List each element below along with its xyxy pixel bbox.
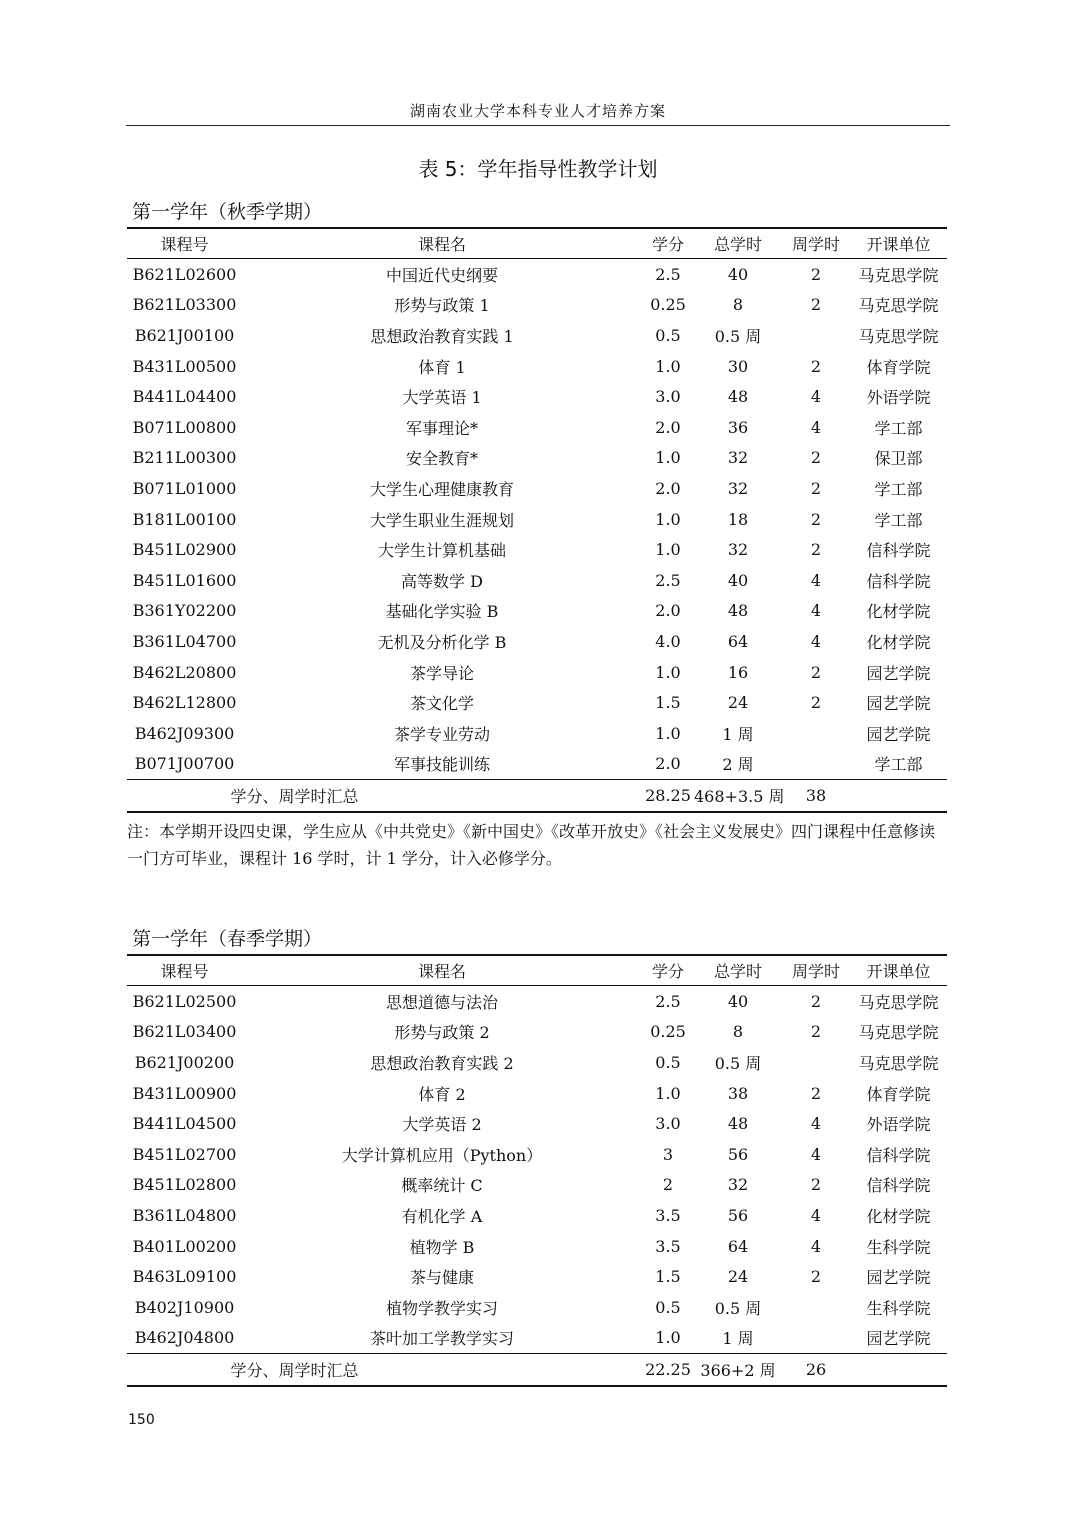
course-name: 思想道德与法治 [385,992,498,1012]
department: 信科学院 [866,571,931,591]
total-hours: 32 [727,448,749,468]
course-name: 形势与政策 1 [394,296,490,316]
course-code: B181L00100 [132,509,237,529]
col-header-dept: 开课单位 [850,228,947,259]
course-code: B621L03400 [132,1022,237,1042]
course-name: 大学生心理健康教育 [369,479,514,499]
semester-title-autumn: 第一学年（秋季学期） [132,201,323,223]
table-row [127,1200,947,1231]
course-name: 茶文化学 [409,694,474,714]
department: 生科学院 [866,1237,931,1257]
course-code: B361L04700 [132,631,237,651]
semester-title-spring: 第一学年（春季学期） [132,928,323,950]
course-code: B462L20800 [132,662,237,682]
department: 体育学院 [866,357,931,377]
credit: 2.0 [655,417,681,437]
credit: 2.5 [655,570,681,590]
course-name: 大学计算机应用（Python） [341,1145,543,1165]
course-name: 大学生职业生涯规划 [369,510,514,530]
weekly-hours [782,1047,850,1078]
course-code: B462J09300 [134,723,235,743]
department: 马克思学院 [858,265,939,285]
total-hours: 48 [727,1114,749,1134]
department: 外语学院 [866,1115,931,1135]
credit: 2.0 [655,601,681,621]
department: 学工部 [874,510,923,530]
department: 信科学院 [866,541,931,561]
course-name: 军事理论* [405,418,478,438]
col-header-credit: 学分 [642,955,694,986]
col-header-dept: 开课单位 [850,955,947,986]
department: 学工部 [874,479,923,499]
weekly-hours: 2 [810,356,822,376]
department: 化材学院 [866,632,931,652]
course-name: 体育 1 [418,357,466,377]
credit: 1.0 [655,1083,681,1103]
spring-course-table [127,954,947,1387]
credit: 1.0 [655,356,681,376]
credit: 3.0 [655,387,681,407]
summary-empty [850,1354,947,1387]
table-title: 表 5：学年指导性教学计划 [418,157,658,181]
department: 园艺学院 [866,724,931,744]
course-code: B401L00200 [132,1236,237,1256]
weekly-hours: 4 [810,1205,822,1225]
total-hours: 1 周 [722,724,754,744]
weekly-hours [782,320,850,351]
credit: 1.0 [655,662,681,682]
course-name: 中国近代史纲要 [385,265,498,285]
table-row [127,687,947,718]
weekly-hours: 2 [810,693,822,713]
credit: 2 [662,1175,674,1195]
course-name: 茶叶加工学教学实习 [369,1329,514,1349]
table-row [127,1139,947,1170]
weekly-hours: 2 [810,1022,822,1042]
table-row [127,1078,947,1109]
weekly-hours: 2 [810,448,822,468]
total-hours: 18 [727,509,749,529]
weekly-hours: 2 [810,1175,822,1195]
col-header-code: 课程号 [127,955,242,986]
course-code: B211L00300 [132,448,237,468]
table-row [127,1170,947,1201]
document-header: 湖南农业大学本科专业人才培养方案 [409,102,666,120]
weekly-hours: 4 [810,417,822,437]
total-hours: 38 [727,1083,749,1103]
col-header-name: 课程名 [242,228,642,259]
weekly-hours: 2 [810,540,822,560]
credit: 2.0 [655,478,681,498]
credit: 0.5 [655,325,681,345]
department: 外语学院 [866,388,931,408]
summary-weekly-hours: 26 [782,1354,850,1387]
course-code: B451L02700 [132,1144,237,1164]
course-code: B402J10900 [134,1297,235,1317]
col-header-code: 课程号 [127,228,242,259]
header-divider [126,125,950,126]
total-hours: 0.5 周 [714,326,762,346]
total-hours: 1 周 [722,1329,754,1349]
col-header-total-hours: 总学时 [694,228,782,259]
total-hours: 0.5 周 [714,1298,762,1318]
course-name: 基础化学实验 B [385,602,499,622]
course-code: B451L02900 [132,540,237,560]
course-name: 茶学专业劳动 [393,724,490,744]
total-hours: 40 [727,264,749,284]
department: 园艺学院 [866,663,931,683]
course-name: 大学英语 2 [402,1115,482,1135]
credit: 3.5 [655,1205,681,1225]
table-row [127,351,947,382]
course-code: B451L02800 [132,1175,237,1195]
weekly-hours: 4 [810,1144,822,1164]
col-header-name: 课程名 [242,955,642,986]
course-name: 思想政治教育实践 2 [370,1053,514,1073]
weekly-hours: 2 [810,509,822,529]
table-row [127,718,947,749]
summary-row [127,780,947,813]
total-hours: 32 [727,478,749,498]
course-code: B462L12800 [132,693,237,713]
table-row [127,657,947,688]
department: 化材学院 [866,602,931,622]
course-code: B361L04800 [132,1205,237,1225]
weekly-hours [782,718,850,749]
total-hours: 2 周 [722,755,754,775]
col-header-total-hours: 总学时 [694,955,782,986]
course-name: 概率统计 C [401,1176,483,1196]
summary-empty [850,780,947,813]
weekly-hours: 2 [810,264,822,284]
course-name: 高等数学 D [401,571,483,591]
course-name: 无机及分析化学 B [377,632,507,652]
autumn-course-table [127,227,947,813]
credit: 1.0 [655,723,681,743]
table-row [127,443,947,474]
course-name: 体育 2 [418,1084,466,1104]
course-code: B071J00700 [134,754,235,774]
credit: 0.5 [655,1297,681,1317]
summary-row [127,1354,947,1387]
credit: 0.25 [650,1022,686,1042]
table-row [127,1323,947,1354]
summary-total-hours: 366+2 周 [694,1354,782,1387]
department: 生科学院 [866,1298,931,1318]
table-header-row [127,228,947,259]
total-hours: 40 [727,991,749,1011]
department: 园艺学院 [866,1268,931,1288]
total-hours: 64 [727,631,749,651]
weekly-hours: 2 [810,295,822,315]
course-code: B621J00200 [134,1052,235,1072]
course-code: B071L01000 [132,478,237,498]
course-name: 植物学教学实习 [385,1298,498,1318]
department: 化材学院 [866,1206,931,1226]
department: 信科学院 [866,1145,931,1165]
weekly-hours [782,1292,850,1323]
credit: 4.0 [655,631,681,651]
table-row [127,1231,947,1262]
course-code: B462J04800 [134,1328,235,1348]
summary-total-hours: 468+3.5 周 [694,780,782,813]
total-hours: 8 [732,1022,744,1042]
table-row [127,986,947,1017]
col-header-credit: 学分 [642,228,694,259]
course-name: 茶学导论 [409,663,474,683]
course-code: B071L00800 [132,417,237,437]
total-hours: 8 [732,295,744,315]
course-code: B451L01600 [132,570,237,590]
credit: 1.0 [655,448,681,468]
col-header-weekly-hours: 周学时 [782,228,850,259]
course-code: B441L04500 [132,1114,237,1134]
col-header-weekly-hours: 周学时 [782,955,850,986]
course-code: B621L03300 [132,295,237,315]
weekly-hours: 4 [810,1114,822,1134]
total-hours: 64 [727,1236,749,1256]
credit: 1.0 [655,1328,681,1348]
weekly-hours: 4 [810,387,822,407]
table-row [127,473,947,504]
course-code: B621L02600 [132,264,237,284]
table-row [127,259,947,290]
credit: 2.0 [655,754,681,774]
department: 马克思学院 [858,992,939,1012]
weekly-hours: 2 [810,662,822,682]
total-hours: 56 [727,1144,749,1164]
total-hours: 56 [727,1205,749,1225]
table-row [127,504,947,535]
credit: 3 [662,1144,674,1164]
total-hours: 48 [727,387,749,407]
department: 马克思学院 [858,326,939,346]
weekly-hours: 2 [810,991,822,1011]
department: 体育学院 [866,1084,931,1104]
table-row [127,1017,947,1048]
weekly-hours: 2 [810,478,822,498]
department: 园艺学院 [866,694,931,714]
table-row [127,626,947,657]
credit: 0.5 [655,1052,681,1072]
table-row [127,381,947,412]
summary-credit: 28.25 [642,780,694,813]
table-row [127,1047,947,1078]
course-name: 植物学 B [409,1237,475,1257]
credit: 2.5 [655,991,681,1011]
weekly-hours [782,1323,850,1354]
table-row [127,1292,947,1323]
total-hours: 0.5 周 [714,1053,762,1073]
department: 马克思学院 [858,296,939,316]
weekly-hours: 4 [810,570,822,590]
total-hours: 40 [727,570,749,590]
course-name: 安全教育* [405,449,478,469]
department: 马克思学院 [858,1023,939,1043]
table-row [127,534,947,565]
weekly-hours: 2 [810,1083,822,1103]
course-name: 有机化学 A [401,1206,483,1226]
credit: 1.0 [655,540,681,560]
semester-note: 注：本学期开设四史课，学生应从《中共党史》《新中国史》《改革开放史》《社会主义发展史》四门课程中任意修读一门方可毕业，课程计 16 学时，计 1 学分，计入必修学分。 [127,822,936,868]
credit: 3.0 [655,1114,681,1134]
credit: 3.5 [655,1236,681,1256]
department: 保卫部 [874,449,923,469]
table-row [127,749,947,780]
course-name: 大学生计算机基础 [377,541,506,561]
department: 信科学院 [866,1176,931,1196]
credit: 1.5 [655,693,681,713]
course-code: B361Y02200 [132,601,237,621]
total-hours: 48 [727,601,749,621]
weekly-hours [782,749,850,780]
credit: 2.5 [655,264,681,284]
total-hours: 24 [727,693,749,713]
department: 学工部 [874,755,923,775]
table-row [127,412,947,443]
weekly-hours: 4 [810,631,822,651]
course-code: B431L00500 [132,356,237,376]
table-row [127,565,947,596]
course-name: 军事技能训练 [393,755,490,775]
table-row [127,596,947,627]
department: 马克思学院 [858,1053,939,1073]
total-hours: 30 [727,356,749,376]
course-code: B441L04400 [132,387,237,407]
weekly-hours: 4 [810,1236,822,1256]
credit: 0.25 [650,295,686,315]
summary-credit: 22.25 [642,1354,694,1387]
department: 园艺学院 [866,1329,931,1349]
total-hours: 16 [727,662,749,682]
table-row [127,290,947,321]
total-hours: 32 [727,1175,749,1195]
course-code: B431L00900 [132,1083,237,1103]
table-header-row [127,955,947,986]
course-name: 形势与政策 2 [394,1023,490,1043]
course-code: B463L09100 [132,1267,237,1287]
course-name: 大学英语 1 [402,388,482,408]
summary-label: 学分、周学时汇总 [127,780,642,813]
table-row [127,320,947,351]
weekly-hours: 2 [810,1267,822,1287]
course-code: B621J00100 [134,325,235,345]
table-row [127,1261,947,1292]
total-hours: 24 [727,1267,749,1287]
credit: 1.0 [655,509,681,529]
total-hours: 32 [727,540,749,560]
weekly-hours: 4 [810,601,822,621]
course-name: 思想政治教育实践 1 [370,326,514,346]
department: 学工部 [874,418,923,438]
summary-label: 学分、周学时汇总 [127,1354,642,1387]
table-row [127,1108,947,1139]
credit: 1.5 [655,1267,681,1287]
total-hours: 36 [727,417,749,437]
course-code: B621L02500 [132,991,237,1011]
course-name: 茶与健康 [409,1268,474,1288]
summary-weekly-hours: 38 [782,780,850,813]
page-number: 150 [128,1412,155,1428]
